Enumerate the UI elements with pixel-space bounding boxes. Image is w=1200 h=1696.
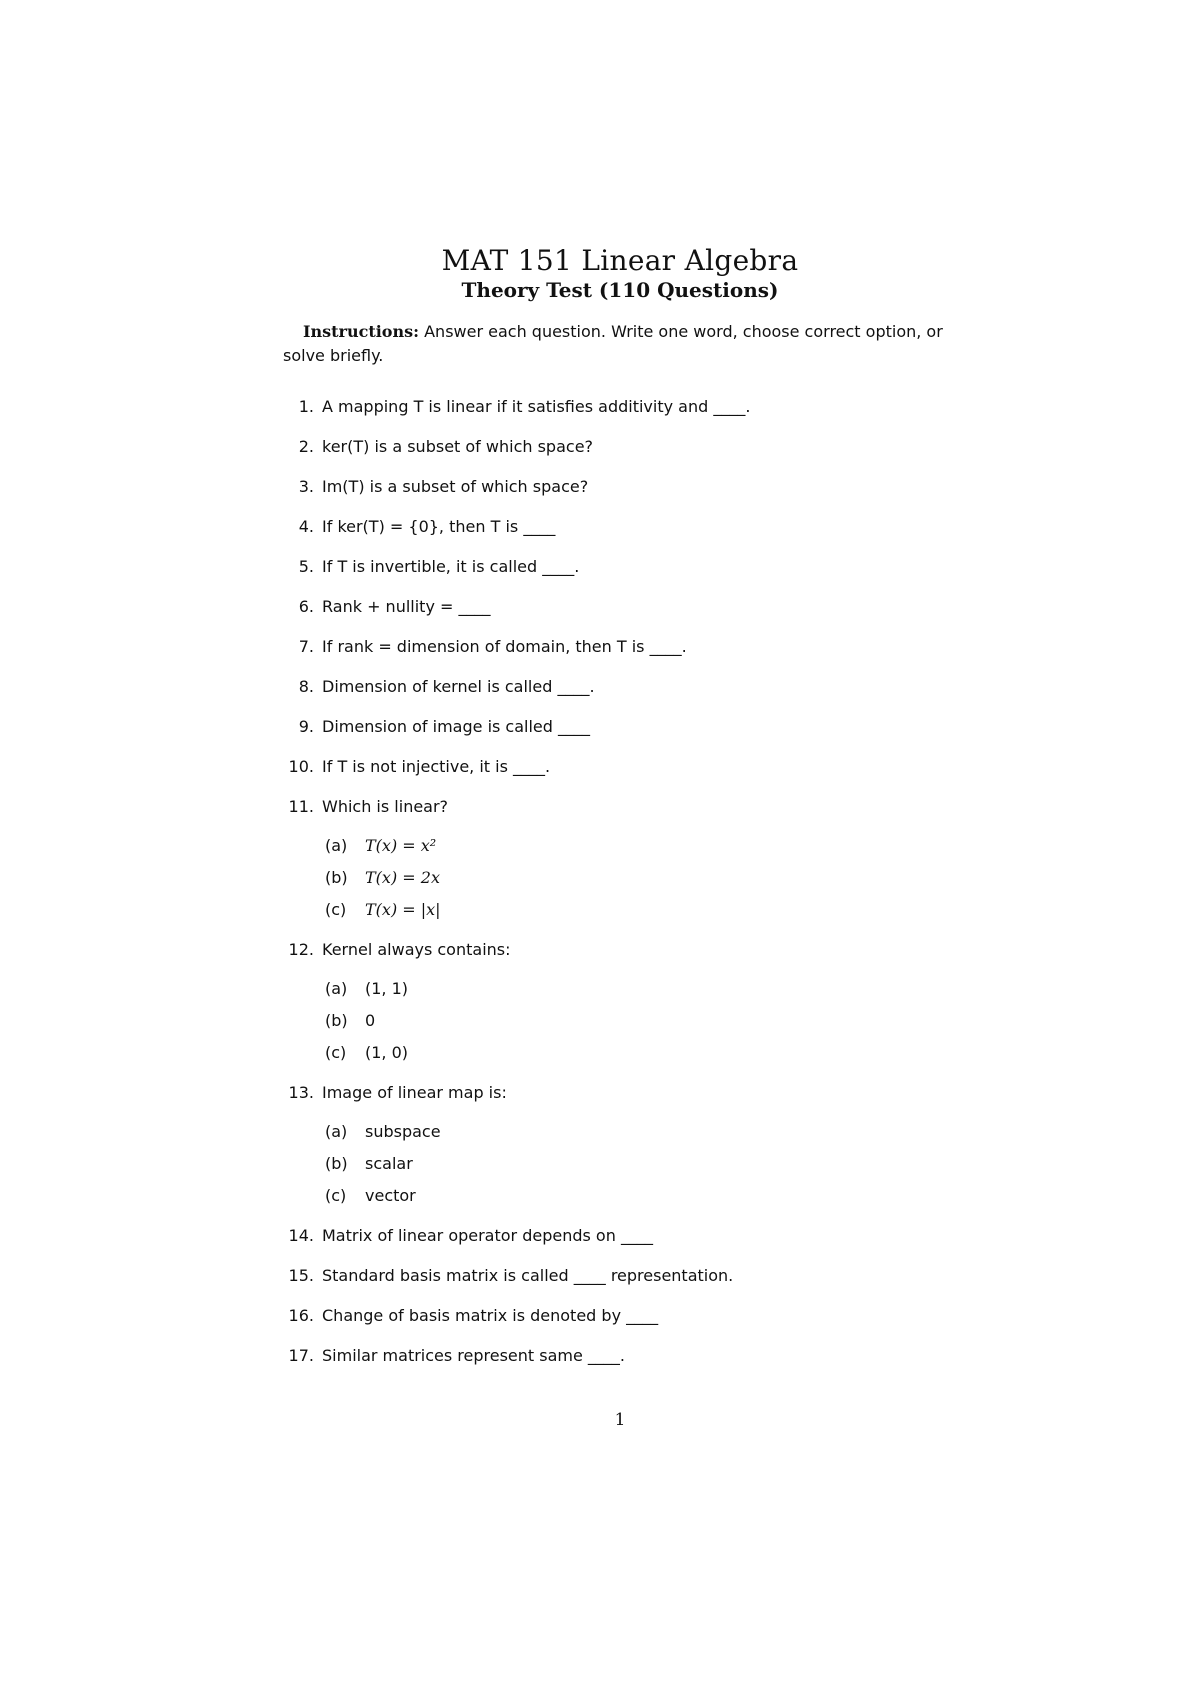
question-item bbox=[260, 395, 980, 419]
option-item bbox=[325, 977, 408, 1001]
question-text: Im(T) is a subset of which space? bbox=[322, 477, 589, 496]
option-text: T(x) = |x| bbox=[365, 900, 441, 919]
option-label: (b) bbox=[325, 1011, 348, 1030]
question-number: 16. bbox=[288, 1306, 314, 1325]
question-number: 8. bbox=[298, 677, 314, 696]
question-text: Kernel always contains: bbox=[322, 940, 511, 959]
question-number: 9. bbox=[298, 717, 314, 736]
question-text: If ker(T) = {0}, then T is ____ bbox=[322, 517, 556, 536]
option-item bbox=[325, 1184, 416, 1208]
option-item bbox=[325, 834, 436, 858]
option-text: T(x) = x² bbox=[365, 836, 437, 855]
page-subtitle: Theory Test (110 Questions) bbox=[461, 278, 779, 302]
option-item bbox=[325, 866, 440, 890]
question-item bbox=[260, 1081, 980, 1105]
option-text: subspace bbox=[365, 1122, 441, 1141]
option-item bbox=[325, 1120, 441, 1144]
question-number: 1. bbox=[298, 397, 314, 416]
option-label: (c) bbox=[325, 900, 347, 919]
question-item bbox=[260, 1344, 980, 1368]
option-label: (b) bbox=[325, 1154, 348, 1173]
instructions-label: Instructions: bbox=[303, 322, 420, 341]
question-text: Image of linear map is: bbox=[322, 1083, 507, 1102]
question-item bbox=[260, 515, 980, 539]
page-number: 1 bbox=[614, 1410, 626, 1430]
question-text: Standard basis matrix is called ____ representation. bbox=[322, 1266, 734, 1285]
instructions bbox=[283, 320, 963, 368]
question-text: If T is not injective, it is ____. bbox=[322, 757, 551, 776]
question-number: 14. bbox=[288, 1226, 314, 1245]
question-text: Dimension of kernel is called ____. bbox=[322, 677, 595, 696]
question-text: Similar matrices represent same ____. bbox=[322, 1346, 626, 1365]
question-number: 10. bbox=[288, 757, 314, 776]
question-text: Matrix of linear operator depends on ____ bbox=[322, 1226, 653, 1245]
option-label: (b) bbox=[325, 868, 348, 887]
question-item bbox=[260, 635, 980, 659]
option-item bbox=[325, 1152, 413, 1176]
option-item bbox=[325, 1041, 408, 1065]
question-number: 11. bbox=[288, 797, 314, 816]
option-label: (c) bbox=[325, 1186, 347, 1205]
option-item bbox=[325, 1009, 375, 1033]
option-text: T(x) = 2x bbox=[365, 868, 440, 887]
option-text: (1, 0) bbox=[365, 1043, 409, 1062]
question-item bbox=[260, 1264, 980, 1288]
question-item bbox=[260, 675, 980, 699]
option-text: 0 bbox=[365, 1011, 376, 1030]
question-item bbox=[260, 435, 980, 459]
question-number: 13. bbox=[288, 1083, 314, 1102]
option-label: (c) bbox=[325, 1043, 347, 1062]
question-number: 2. bbox=[298, 437, 314, 456]
option-item bbox=[325, 898, 441, 922]
option-label: (a) bbox=[325, 979, 348, 998]
option-text: (1, 1) bbox=[365, 979, 409, 998]
question-text: Dimension of image is called ____ bbox=[322, 717, 591, 736]
page-title: MAT 151 Linear Algebra bbox=[441, 244, 799, 277]
question-number: 17. bbox=[288, 1346, 314, 1365]
option-label: (a) bbox=[325, 1122, 348, 1141]
question-item bbox=[260, 555, 980, 579]
question-number: 5. bbox=[298, 557, 314, 576]
instructions-text: Answer each question. Write one word, choose correct option, or solve briefly. bbox=[283, 322, 943, 365]
question-item bbox=[260, 715, 980, 739]
option-text: scalar bbox=[365, 1154, 413, 1173]
option-label: (a) bbox=[325, 836, 348, 855]
question-item bbox=[260, 938, 980, 962]
question-item bbox=[260, 595, 980, 619]
question-number: 7. bbox=[298, 637, 314, 656]
question-item bbox=[260, 1224, 980, 1248]
option-text: vector bbox=[365, 1186, 416, 1205]
question-text: A mapping T is linear if it satisfies additivity and ____. bbox=[322, 397, 751, 416]
question-number: 15. bbox=[288, 1266, 314, 1285]
question-text: Change of basis matrix is denoted by ____ bbox=[322, 1306, 659, 1325]
question-item bbox=[260, 795, 980, 819]
question-text: Rank + nullity = ____ bbox=[322, 597, 491, 616]
question-number: 6. bbox=[298, 597, 314, 616]
question-number: 3. bbox=[298, 477, 314, 496]
question-text: ker(T) is a subset of which space? bbox=[322, 437, 594, 456]
question-number: 12. bbox=[288, 940, 314, 959]
question-text: If rank = dimension of domain, then T is ____. bbox=[322, 637, 687, 656]
question-item bbox=[260, 475, 980, 499]
question-text: If T is invertible, it is called ____. bbox=[322, 557, 580, 576]
question-item bbox=[260, 1304, 980, 1328]
question-number: 4. bbox=[298, 517, 314, 536]
question-text: Which is linear? bbox=[322, 797, 449, 816]
question-item bbox=[260, 755, 980, 779]
